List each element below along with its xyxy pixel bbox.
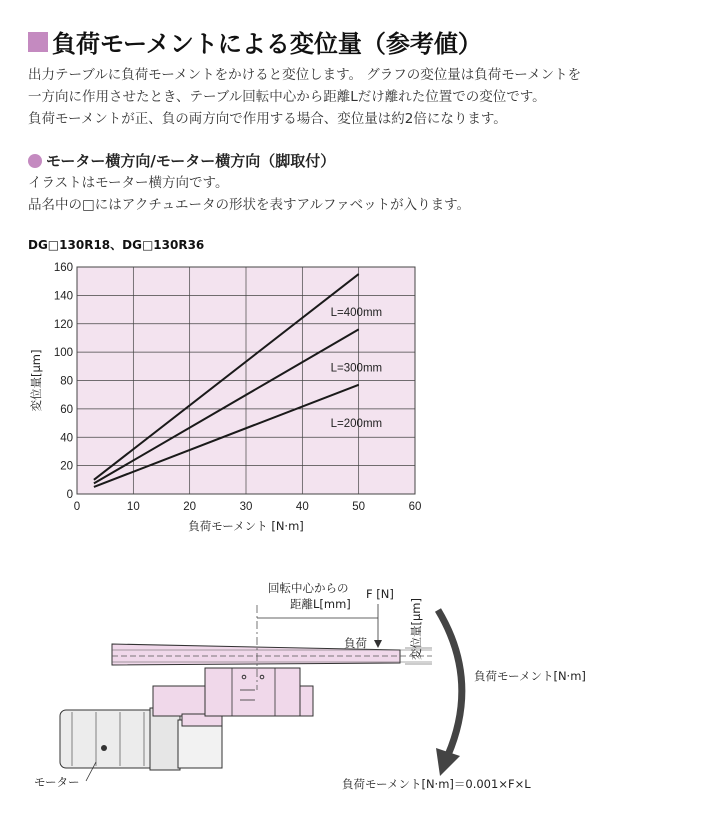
page-title-text: 負荷モーメントによる変位量（参考値） [52, 30, 482, 58]
y-tick-label: 120 [53, 318, 73, 331]
series-label: L=300mm [330, 362, 383, 375]
y-tick-label: 140 [53, 290, 73, 303]
x-tick-label: 10 [126, 501, 140, 513]
y-tick-label: 100 [53, 347, 73, 360]
force-label: F [N] [366, 587, 394, 601]
force-arrow-icon [374, 640, 382, 648]
y-tick-label: 60 [60, 403, 73, 416]
output-table [112, 644, 432, 665]
y-tick-label: 20 [60, 460, 73, 473]
displacement-label: 変位量[μm] [409, 598, 423, 660]
formula: 負荷モーメント[N·m]＝0.001×F×L [342, 777, 531, 791]
x-tick-label: 40 [295, 501, 309, 513]
moment-arrowhead-icon [436, 748, 460, 776]
model-label: DG□130R18、DG□130R36 [28, 238, 205, 252]
section-line: イラストはモーター横方向です。 [28, 175, 229, 191]
intro-line: 出力テーブルに負荷モーメントをかけると変位します。 グラフの変位量は負荷モーメントを [28, 67, 582, 83]
distance-label-2: 距離L[mm] [290, 597, 351, 611]
section-line: 品名中の□にはアクチュエータの形状を表すアルファベットが入ります。 [28, 197, 471, 213]
y-tick-label: 40 [60, 432, 73, 445]
y-tick-label: 160 [53, 262, 73, 274]
intro-line: 負荷モーメントが正、負の両方向で作用する場合、変位量は約2倍になります。 [28, 111, 507, 127]
motor-label: モーター [34, 775, 80, 789]
y-axis-label: 変位量[μm] [29, 349, 43, 412]
y-tick-label: 80 [60, 375, 73, 388]
x-axis-label: 負荷モーメント [N·m] [188, 519, 304, 533]
series-label: L=200mm [330, 417, 383, 430]
x-tick-label: 60 [408, 501, 422, 513]
y-tick-label: 0 [66, 489, 73, 501]
x-tick-label: 0 [73, 501, 81, 513]
section-heading-text: モーター横方向/モーター横方向（脚取付） [46, 152, 336, 170]
intro-line: 一方向に作用させたとき、テーブル回転中心から距離Lだけ離れた位置での変位です。 [28, 89, 546, 105]
x-tick-label: 20 [183, 501, 197, 513]
distance-label-1: 回転中心からの [268, 581, 349, 595]
moment-arrow-icon [438, 610, 462, 755]
x-tick-label: 30 [239, 501, 253, 513]
load-label: 負荷 [344, 636, 367, 650]
series-label: L=400mm [330, 307, 383, 320]
x-tick-label: 50 [352, 501, 366, 513]
moment-label: 負荷モーメント[N·m] [474, 669, 586, 683]
